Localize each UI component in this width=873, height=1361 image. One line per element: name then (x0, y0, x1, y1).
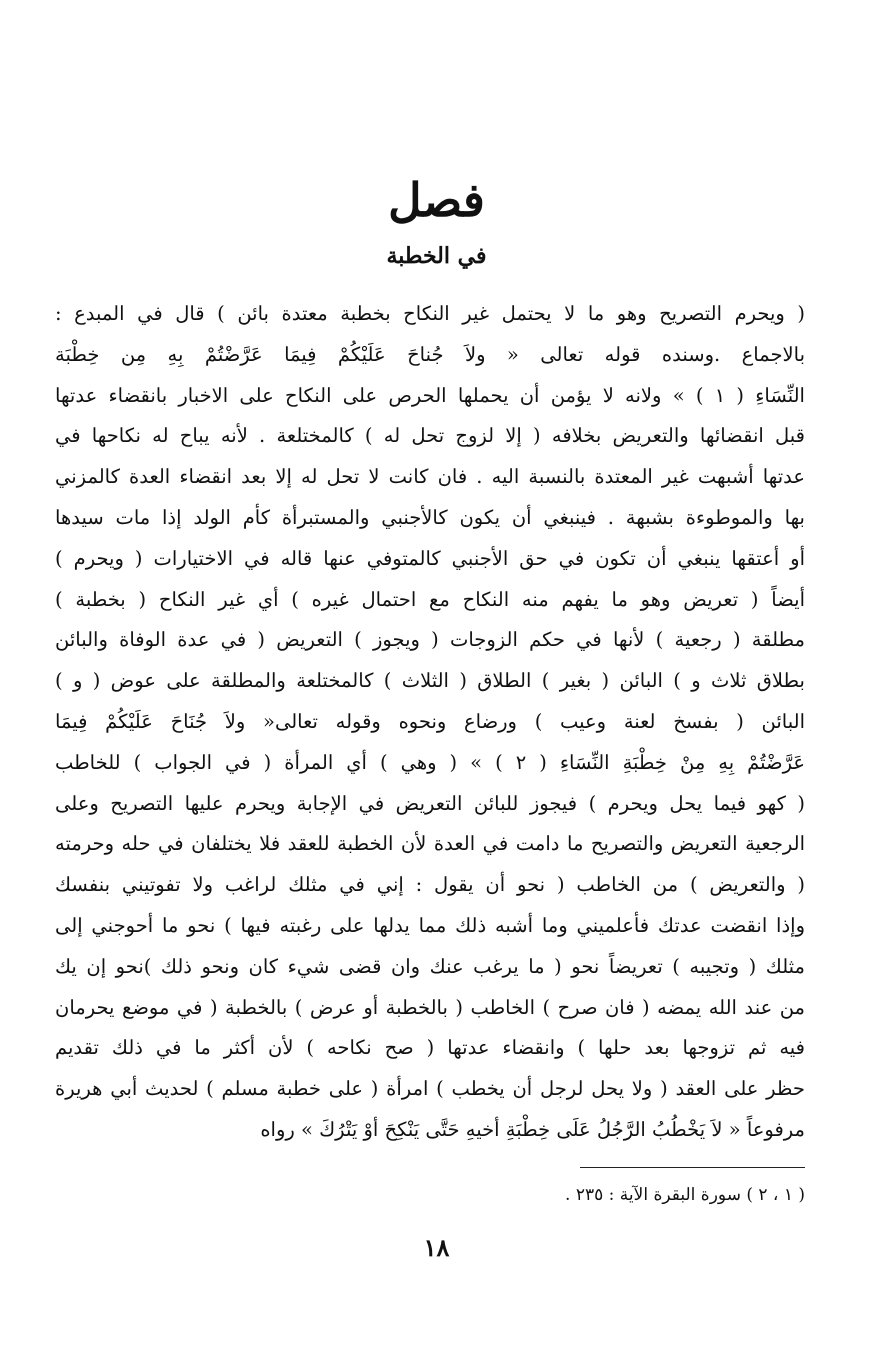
text-line: ( كهو فيما يحل ويحرم ) فيجوز للبائن التعريض في الإجابة ويحرم عليها التصريح وعلى (55, 791, 805, 815)
text-line: مطلقة ( رجعية ) لأنها في حكم الزوجات ( ويجوز ) التعريض ( في عدة الوفاة والبائن (55, 628, 805, 652)
text-line: مثلك ( وتجيبه ) تعريضاً نحو ( ما يرغب عنك وان قضى شيء كان ونحو ذلك )نحو إن يك (55, 954, 805, 978)
footnote: ( ١ ، ٢ ) سورة البقرة الآية : ٢٣٥ . (565, 1185, 805, 1205)
text-line: عدتها أشبهت غير المعتدة بالنسبة اليه . فان كانت لا تحل له إلا بعد انقضاء العدة كالمزني (55, 465, 805, 489)
footnote-divider (580, 1167, 805, 1168)
page-number: ١٨ (423, 1233, 450, 1262)
text-line: ( ويحرم التصريح وهو ما لا يحتمل غير النكاح بخطبة معتدة بائن ) قال في المبدع : (55, 302, 805, 325)
text-line: أو أعتقها ينبغي أن تكون في حق الأجنبي كالمتوفي عنها قاله في الاختيارات ( ويحرم ) (55, 546, 805, 570)
text-line: فيه ثم تزوجها بعد حلها ) وانقضاء عدتها ( صح نكاحه ) لأن أكثر ما في ذلك تقديم (55, 1036, 805, 1060)
chapter-subtitle: في الخطبة (386, 243, 487, 269)
text-line: النِّسَاءِ ( ١ ) » ولانه لا يؤمن أن يحملها الحرص على النكاح على الاخبار بانقضاء عدتها (55, 383, 805, 407)
text-line: عَرَّضْتُمْ بِهِ مِنْ خِطْبَةِ النِّسَاءِ ( ٢ ) » ( وهي ) أي المرأة ( في الجواب ) للخاطب (55, 750, 805, 774)
text-line: حظر على العقد ( ولا يحل لرجل أن يخطب ) امرأة ( على خطبة مسلم ) لحديث أبي هريرة (55, 1077, 805, 1101)
text-line: ( والتعريض ) من الخاطب ( نحو أن يقول : إني في مثلك لراغب ولا تفوتيني بنفسك (55, 873, 805, 897)
text-line: قبل انقضائها والتعريض بخلافه ( إلا لزوج تحل له ) كالمختلعة . لأنه يباح له نكاحها في (55, 424, 805, 448)
text-line: وإذا انقضت عدتك فأعلميني وما أشبه ذلك مما يدلها على رغبته فيها ) نحو ما أحوجني إلى (55, 913, 805, 937)
text-line: بطلاق ثلاث و ) البائن ( بغير ) الطلاق ( الثلاث ) كالمختلعة والمطلقة على عوض ( و ) (55, 669, 805, 693)
text-line: البائن ( بفسخ لعنة وعيب ) ورضاع ونحوه وقوله تعالى« ولاَ جُنَاحَ عَلَيْكُمْ فِيمَا (55, 709, 805, 733)
chapter-title: فصل (388, 173, 485, 227)
text-line: الرجعية التعريض والتصريح ما دامت في العدة لأن الخطبة للعقد فلا يختلفان في حله وحرمته (55, 832, 805, 856)
text-line: من عند الله يمضه ( فان صرح ) الخاطب ( بالخطبة أو عرض ) بالخطبة ( في موضع يحرمان (55, 995, 805, 1019)
text-line: بها والموطوءة بشبهة . فينبغي أن يكون كالأجنبي والمستبرأة كأم الولد إذا مات سيدها (55, 505, 805, 529)
body-text (55, 294, 805, 1151)
text-line: مرفوعاً « لاَ يَخْطُبُ الرَّجُلُ عَلَى خِطْبَةِ أخيهِ حَتَّى يَنْكِحَ أوْ يَتْرُكَ » رواه (260, 1117, 805, 1141)
text-line: بالاجماع .وسنده قوله تعالى « ولاَ جُناحَ عَلَيْكُمْ فِيمَا عَرَّضْتُمْ بِهِ مِن خِطْبَة (55, 342, 805, 366)
text-line: أيضاً ( تعريض وهو ما يفهم منه النكاح مع احتمال غيره ) أي غير النكاح ( بخطبة ) (55, 587, 805, 611)
